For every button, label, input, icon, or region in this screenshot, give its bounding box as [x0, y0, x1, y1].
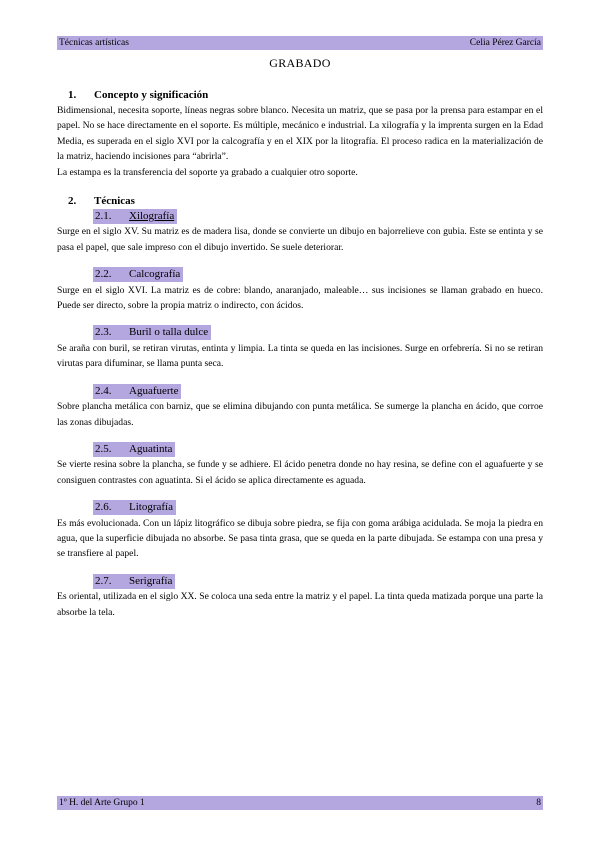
section-title: Concepto y significación	[94, 89, 209, 101]
page-header	[57, 36, 543, 50]
section-heading	[57, 88, 543, 103]
paragraph: Sobre plancha metálica con barniz, que se elimina dibujando con punta metálica. Se sumerge la plancha en ácido, que corroe las zonas dibujadas.	[57, 401, 543, 428]
section-concepto	[57, 88, 543, 180]
subsection-litografia	[57, 500, 543, 562]
paragraph: La estampa es la transferencia del soporte ya grabado a cualquier otro soporte.	[57, 166, 358, 178]
footer-left-text: 1º H. del Arte Grupo 1	[59, 798, 145, 808]
subsection-number: 2.3.	[95, 326, 112, 339]
header-right-text: Celia Pérez García	[469, 38, 541, 48]
subsection-xilografia	[57, 209, 543, 255]
subsection-title: Serigrafía	[129, 574, 173, 587]
subsection-title: Aguafuerte	[129, 384, 179, 397]
subsection-heading	[93, 574, 175, 589]
subsection-number: 2.6.	[95, 501, 112, 514]
subsection-title: Calcografía	[129, 268, 181, 281]
subsection-number: 2.4.	[95, 384, 112, 397]
subsection-heading	[93, 267, 183, 282]
document-title: GRABADO	[269, 56, 331, 70]
paragraph: Bidimensional, necesita soporte, líneas negras sobre blanco. Necesita un matriz, que se pasa por la prensa para estampar en el papel. No se hace directamente en el soporte. Es múltiple, mecánico e industrial. La xilografía y la imprenta surgen en la Edad Media, es superada en el siglo XVI por la calcografía y en el XIX por la litografía. El proceso radica en la materialización de la matriz, haciendo incisiones para “abrirla”.	[57, 105, 543, 163]
section-heading	[57, 194, 543, 209]
subsection-aguafuerte	[57, 384, 543, 430]
paragraph: Surge en el siglo XVI. La matriz es de cobre: blando, anaranjado, maleable… sus incisiones se llaman grabado en hueco. Puede ser directo, sobre la propia matriz o indirecto, con ácidos.	[57, 284, 543, 312]
section-tecnicas	[57, 194, 543, 620]
subsection-buril	[57, 325, 543, 371]
subsection-heading	[93, 442, 175, 457]
page-number: 8	[536, 798, 541, 808]
subsection-heading	[93, 209, 177, 224]
subsection-serigrafia	[57, 574, 543, 620]
paragraph: Surge en el siglo XV. Su matriz es de madera lisa, donde se convierte un dibujo en bajorrelieve con gubia. Este se entinta y se pasa el papel, que sale impreso con el dibujo invertido. Se suele deteriorar.	[57, 226, 543, 253]
subsection-heading	[93, 325, 211, 340]
subsection-title: Xilografía	[129, 210, 175, 223]
section-number: 1.	[68, 89, 77, 101]
subsection-number: 2.7.	[95, 574, 112, 587]
paragraph: Se vierte resina sobre la plancha, se funde y se adhiere. El ácido penetra donde no hay resina, se define con el aguafuerte y se consiguen contrastes con aguatinta. Si el ácido se aplica directamente es aguada.	[57, 459, 543, 486]
subsection-number: 2.2.	[95, 268, 112, 281]
subsection-number: 2.5.	[95, 442, 112, 455]
document-body	[57, 88, 543, 620]
subsection-number: 2.1.	[95, 210, 112, 223]
header-left-text: Técnicas artísticas	[59, 38, 129, 48]
section-number: 2.	[68, 195, 77, 208]
subsection-title: Litografía	[129, 501, 173, 514]
subsection-heading	[93, 384, 181, 399]
subsection-heading	[93, 500, 176, 515]
page-footer	[57, 796, 543, 810]
paragraph: Se araña con buril, se retiran virutas, entinta y limpia. La tinta se queda en las incisiones. Surge en orfebrería. Si no se retiran virutas para difuminar, se llama punta seca.	[57, 342, 543, 370]
section-title: Técnicas	[94, 195, 135, 208]
subsection-calcografia	[57, 267, 543, 313]
paragraph: Es oriental, utilizada en el siglo XX. Se coloca una seda entre la matriz y el papel. La tinta queda matizada porque una parte la absorbe la tela.	[57, 591, 543, 618]
subsection-title: Aguatinta	[129, 442, 173, 455]
paragraph: Es más evolucionada. Con un lápiz litográfico se dibuja sobre piedra, se fija con goma arábiga acidulada. Se moja la piedra en agua, que la superficie dibujada no absorbe. Se pasa tinta grasa, que se queda en la parte dibujada. Se estampa con una presa y se transfiere al papel.	[57, 517, 543, 560]
subsection-title: Buril o talla dulce	[129, 326, 209, 339]
subsection-aguatinta	[57, 442, 543, 488]
